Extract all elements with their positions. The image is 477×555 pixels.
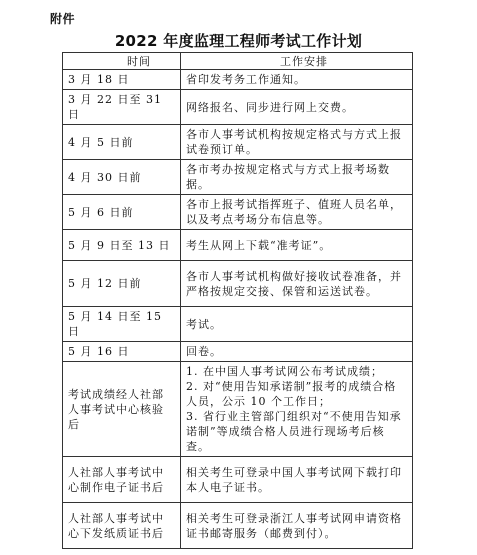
row-work-cell: 考试。 — [181, 307, 413, 342]
table-row — [63, 230, 413, 261]
row-time-cell: 5 月 9 日至 13 日 — [63, 230, 181, 261]
row-time-cell: 3 月 18 日 — [63, 70, 181, 90]
table-row — [63, 90, 413, 125]
row-time-cell: 人社部人事考试中心制作电子证书后 — [63, 457, 181, 503]
row-work-cell: 相关考生可登录中国人事考试网下载打印本人电子证书。 — [181, 457, 413, 503]
exam-schedule-table — [62, 52, 413, 549]
table-row — [63, 160, 413, 195]
table-row — [63, 261, 413, 307]
attachment-label: 附件 — [50, 12, 76, 26]
table-row — [63, 503, 413, 549]
row-work-cell: 各市考办按规定格式与方式上报考场数据。 — [181, 160, 413, 195]
table-row — [63, 362, 413, 457]
row-time-cell: 5 月 14 日至 15 日 — [63, 307, 181, 342]
row-work-cell: 各市人事考试机构做好接收试卷准备，并严格按规定交接、保管和运送试卷。 — [181, 261, 413, 307]
row-time-cell: 4 月 30 日前 — [63, 160, 181, 195]
row-work-cell: 相关考生可登录浙江人事考试网申请资格证书邮寄服务（邮费到付）。 — [181, 503, 413, 549]
row-work-cell: 1. 在中国人事考试网公布考试成绩； 2. 对“使用告知承诺制”报考的成绩合格人员，公示 10 个工作日； 3. 省行业主管部门组织对“不使用告知承诺制”等成绩合格人员进行现场考后核查。 — [181, 362, 413, 457]
row-time-cell: 5 月 12 日前 — [63, 261, 181, 307]
row-work-cell: 各市人事考试机构按规定格式与方式上报试卷预订单。 — [181, 125, 413, 160]
table-row — [63, 195, 413, 230]
column-header-work: 工作安排 — [181, 53, 413, 70]
row-work-cell: 网络报名、同步进行网上交费。 — [181, 90, 413, 125]
table-header-row — [63, 53, 413, 70]
row-work-cell: 各市上报考试指挥班子、值班人员名单，以及考点考场分布信息等。 — [181, 195, 413, 230]
row-time-cell: 4 月 5 日前 — [63, 125, 181, 160]
row-time-cell: 人社部人事考试中心下发纸质证书后 — [63, 503, 181, 549]
row-work-cell: 省印发考务工作通知。 — [181, 70, 413, 90]
table-body — [63, 70, 413, 549]
table-row — [63, 125, 413, 160]
table-row — [63, 342, 413, 362]
row-time-cell: 3 月 22 日至 31 日 — [63, 90, 181, 125]
row-time-cell: 5 月 16 日 — [63, 342, 181, 362]
row-work-cell: 回卷。 — [181, 342, 413, 362]
row-time-cell: 考试成绩经人社部人事考试中心核验后 — [63, 362, 181, 457]
document-title: 2022 年度监理工程师考试工作计划 — [114, 32, 363, 50]
table-row — [63, 307, 413, 342]
table-row — [63, 70, 413, 90]
row-time-cell: 5 月 6 日前 — [63, 195, 181, 230]
row-work-cell: 考生从网上下载“准考证”。 — [181, 230, 413, 261]
column-header-time: 时间 — [63, 53, 181, 70]
table-row — [63, 457, 413, 503]
